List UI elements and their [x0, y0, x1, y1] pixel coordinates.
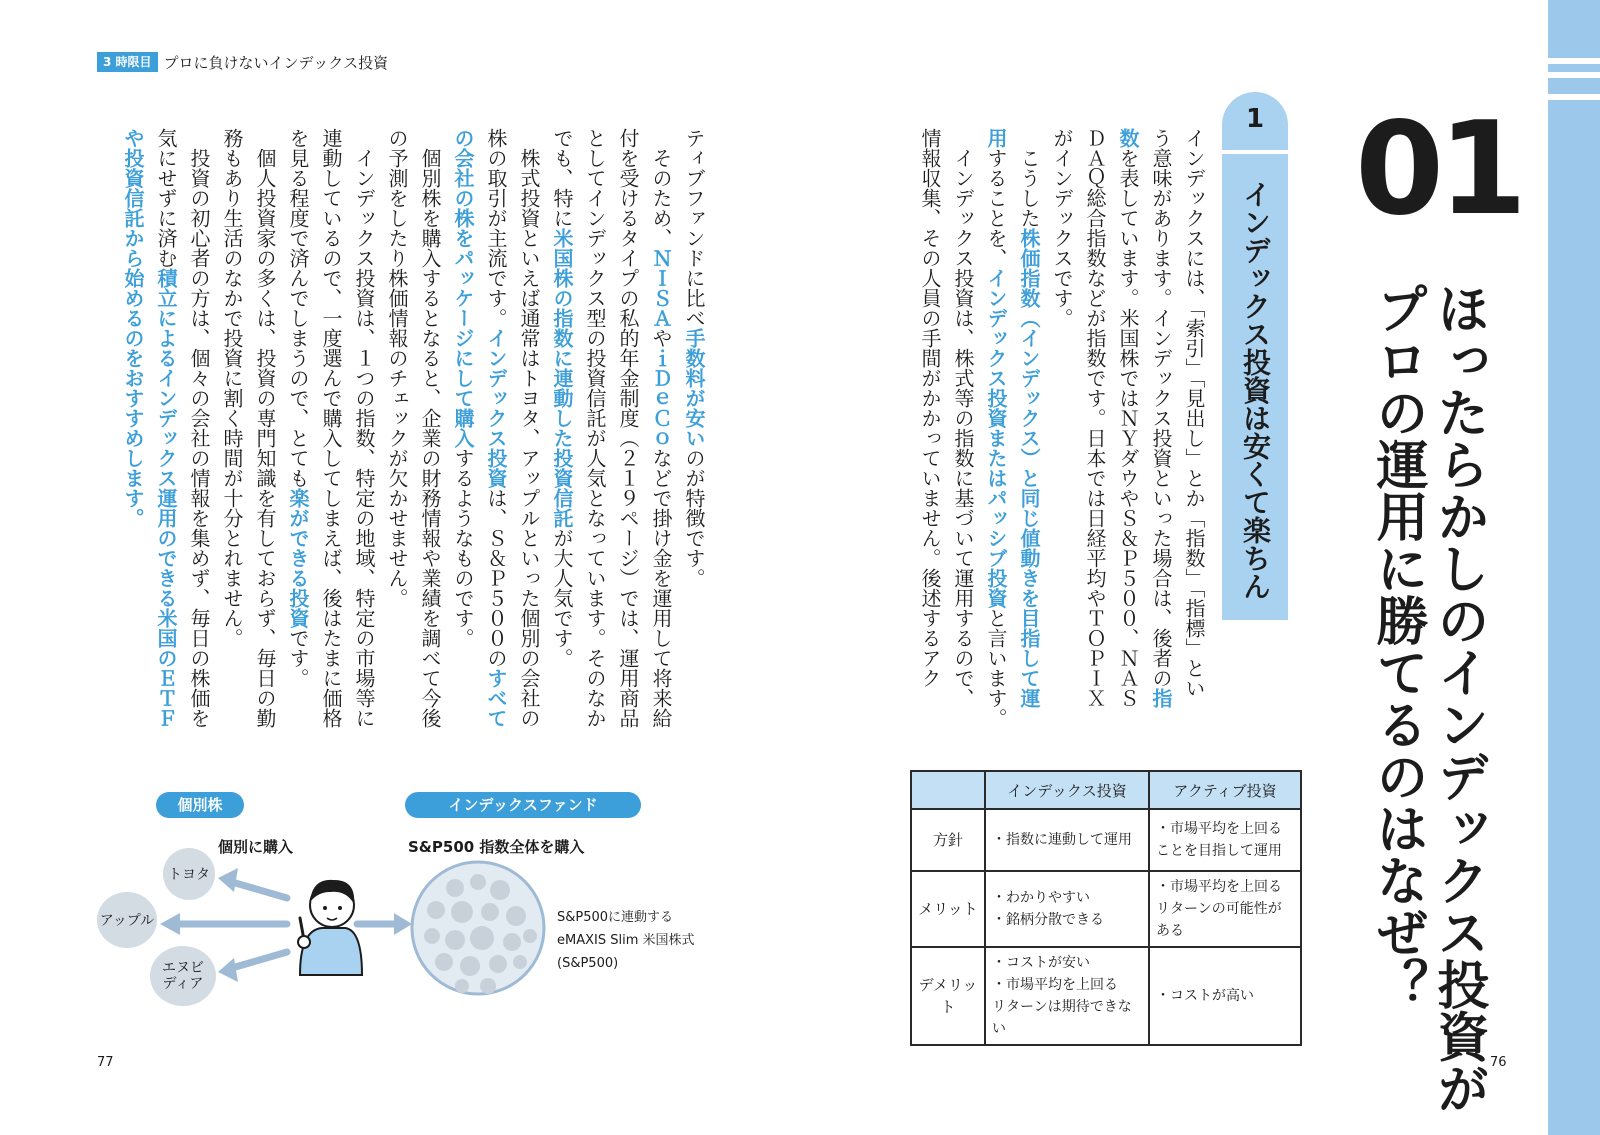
table-cell: ・コストが高い	[1149, 947, 1301, 1045]
page-number-left: 77	[97, 1055, 114, 1070]
text-line	[913, 128, 946, 738]
text-run: の予測をしたり株価情報のチェックが欠かせません。	[385, 128, 409, 608]
table-row	[911, 947, 1301, 1045]
text-run: することを、	[984, 148, 1008, 268]
text-run: 務もあり生活のなかで投資に割く時間が十分とれません。	[220, 128, 244, 648]
text-line	[1111, 128, 1144, 738]
text-run: や	[649, 328, 673, 348]
text-line	[946, 128, 979, 738]
arrow-to-nvidia	[232, 952, 287, 968]
text-run: です。	[286, 628, 310, 688]
section-title-line1: ほったらかしのインデックス投資が	[1428, 282, 1488, 1114]
text-run: を表しています。米国株ではＮＹダウやＳ＆Ｐ５００、ＮＡＳ	[1116, 148, 1140, 708]
text-line	[1078, 128, 1111, 738]
highlight-text: ｉＤｅＣｏ	[649, 348, 673, 448]
text-run: インデックス投資は、株式等の指数に基づいて運用するので、	[951, 128, 975, 708]
table-header-row	[911, 771, 1301, 809]
chapter-title: プロに負けないインデックス投資	[163, 53, 389, 72]
fund-note	[557, 906, 695, 975]
page-edge-stripe	[1548, 0, 1600, 1135]
highlight-text: すべて	[484, 668, 508, 728]
table-cell: ・市場平均を上回る リターンの可能性がある	[1149, 871, 1301, 947]
stock-bubble-nvidia: エヌビ ディア	[150, 946, 216, 1006]
highlight-text: や投資信託から始めるのをおすすめします。	[121, 128, 145, 528]
table-header-active: アクティブ投資	[1149, 771, 1301, 809]
text-run: 個人投資家の多くは、投資の専門知識を有しておらず、毎日の勤	[253, 128, 277, 728]
highlight-text: 楽ができる投資	[286, 488, 310, 628]
text-run: などで掛け金を運用して将来給	[649, 448, 673, 728]
stripe-line	[1548, 72, 1600, 78]
highlight-text: インデックス投資またはパッシブ投資	[984, 268, 1008, 608]
chapter-badge: 3 時限目	[97, 52, 158, 72]
highlight-text: 指	[1149, 688, 1173, 708]
text-run: 株の取引が主流です。	[484, 128, 508, 328]
page-number-right: 76	[1490, 1055, 1507, 1070]
text-run: を見る程度で済んでしまうので、とても	[286, 128, 310, 488]
text-run: う意味があります。インデックス投資といった場合は、後者の	[1149, 128, 1173, 688]
table-header-blank	[911, 771, 985, 809]
text-run: インデックス投資は、１つの指数、特定の地域、特定の市場等に	[352, 128, 376, 728]
highlight-text: 手数料が安い	[682, 328, 706, 448]
section-number: 01	[1355, 95, 1522, 244]
text-run: が大人気です。	[550, 528, 574, 668]
heading-number: 1	[1245, 104, 1265, 134]
text-run: ＤＡＱ総合指数などが指数です。日本では日経平均やＴＯＰＩＸ	[1083, 128, 1107, 708]
text-line	[979, 128, 1012, 738]
illustration-graphics	[0, 0, 700, 1040]
text-run: 情報収集、その人員の手間がかかっていません。後述するアク	[918, 128, 942, 688]
text-run: ティブファンドに比べ	[682, 128, 706, 328]
fund-note-line: (S&P500)	[557, 956, 619, 971]
highlight-text: 用	[984, 128, 1008, 148]
stock-bubble-apple: アップル	[97, 892, 157, 948]
table-header-index: インデックス投資	[985, 771, 1149, 809]
text-run: こうした	[1017, 128, 1041, 228]
person-icon	[298, 880, 362, 975]
text-line	[1144, 128, 1177, 738]
stripe-line	[1548, 94, 1600, 100]
fund-note-line: eMAXIS Slim 米国株式	[557, 933, 695, 948]
highlight-text: 米国株の指数に連動した投資信託	[550, 228, 574, 528]
text-line	[1045, 128, 1078, 738]
row-label: メリット	[911, 871, 985, 947]
text-line	[1012, 128, 1045, 738]
text-run: 連動しているので、一度選んで購入してしまえば、後はたまに価格	[319, 128, 343, 728]
text-run: するようなものです。	[451, 448, 475, 648]
text-run: でも、特に	[550, 128, 574, 228]
table-cell: ・市場平均を上回る ことを目指して運用	[1149, 809, 1301, 871]
highlight-text: 積立によるインデックス運用のできる米国のＥＴＦ	[154, 268, 178, 728]
text-run: 投資の初心者の方は、個々の会社の情報を集めず、毎日の株価を	[187, 128, 211, 728]
text-run: インデックスには、「索引」「見出し」とか「指数」「指標」とい	[1182, 128, 1206, 698]
individual-caption: 個別に購入	[218, 838, 294, 856]
index-fund-label: インデックスファンド	[405, 792, 641, 818]
arrow-head	[394, 913, 412, 935]
text-run: 付を受けるタイプの私的年金制度（２１９ページ）では、運用商品	[616, 128, 640, 728]
table-row	[911, 809, 1301, 871]
text-run: そのため、	[649, 128, 673, 248]
index-caption: S&P500 指数全体を購入	[408, 838, 585, 856]
highlight-text: 数	[1116, 128, 1140, 148]
text-run: のが特徴です。	[682, 448, 706, 588]
text-run: がインデックスです。	[1050, 128, 1074, 328]
individual-stock-label: 個別株	[156, 792, 244, 818]
arrow-head	[218, 958, 238, 982]
text-run: 個別株を購入するとなると、企業の財務情報や業績を調べて今後	[418, 128, 442, 728]
table-cell: ・わかりやすい ・銘柄分散できる	[985, 871, 1149, 947]
comparison-table	[910, 770, 1302, 1046]
fund-basket-icon	[412, 862, 544, 994]
highlight-text: インデックス投資	[484, 328, 508, 488]
arrow-head	[218, 868, 238, 892]
text-run: 株式投資といえば通常はトヨタ、アップルといった個別の会社の	[517, 128, 541, 728]
table-row	[911, 871, 1301, 947]
highlight-text: ＮＩＳＡ	[649, 248, 673, 328]
text-run: と言います。	[984, 608, 1008, 728]
heading-divider	[1222, 150, 1288, 154]
table-cell: ・コストが安い ・市場平均を上回る リターンは期待できない	[985, 947, 1149, 1045]
body-text-right	[880, 128, 1210, 738]
arrow-head	[160, 913, 180, 935]
row-label: デメリット	[911, 947, 985, 1045]
heading-text: インデックス投資は安くて楽ちん	[1239, 180, 1272, 600]
arrow-to-toyota	[232, 882, 287, 898]
text-line	[1177, 128, 1210, 738]
row-label: 方針	[911, 809, 985, 871]
fund-note-line: S&P500に連動する	[557, 910, 674, 925]
highlight-text: の会社の株をパッケージにして購入	[451, 128, 475, 448]
stock-bubble-toyota: トヨタ	[163, 848, 215, 900]
text-run: は、Ｓ＆Ｐ５００の	[484, 488, 508, 668]
text-run: としてインデックス型の投資信託が人気となっています。そのなか	[583, 128, 607, 728]
text-run: 気にせずに済む	[154, 128, 178, 268]
highlight-text: 株価指数（インデックス）と同じ値動きを目指して運	[1017, 228, 1041, 708]
table-cell: ・指数に連動して運用	[985, 809, 1149, 871]
section-title-line2: プロの運用に勝てるのはなぜ？	[1367, 282, 1427, 1010]
stripe-line	[1548, 58, 1600, 64]
